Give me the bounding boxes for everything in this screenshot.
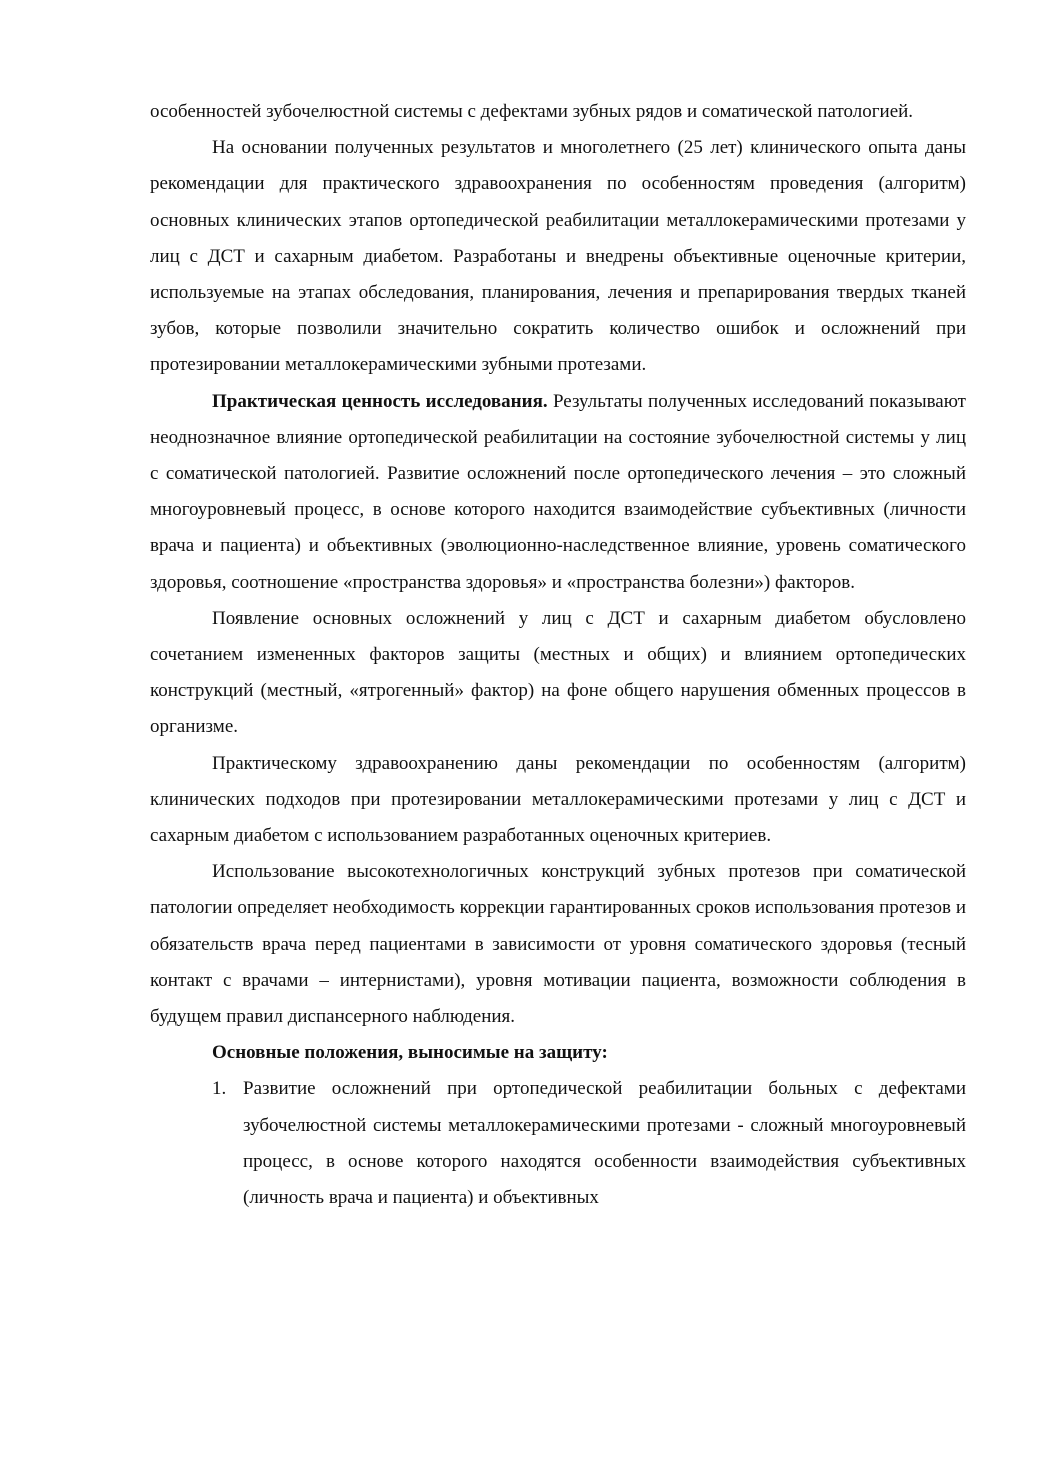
- paragraph-recommendations: На основании полученных результатов и многолетнего (25 лет) клинического опыта даны рекомендации для практического здравоохранения по особенностям проведения (алгоритм) основных клинических этапов ортопедической реабилитации металлокерамическими протезами у лиц с ДСТ и сахарным диабетом. Разработаны и внедрены объективные оценочные критерии, используемые на этапах обследования, планирования, лечения и препарирования твердых тканей зубов, которые позволили значительно сократить количество ошибок и осложнений при протезировании металлокерамическими зубными протезами.: [150, 137, 966, 376]
- paragraph-high-tech-prostheses: Использование высокотехнологичных конструкций зубных протезов при соматической патологии определяет необходимость коррекции гарантированных сроков использования протезов и обязательств врача перед пациентами в зависимости от уровня соматического здоровья (тесный контакт с врачами – интернистами), уровня мотивации пациента, возможности соблюдения в будущем правил диспансерного наблюдения.: [150, 861, 966, 1028]
- practical-value-body: Результаты полученных исследований показывают неоднозначное влияние ортопедической реабилитации на состояние зубочелюстной системы у лиц с соматической патологией. Развитие осложнений после ортопедического лечения – это сложный многоуровневый процесс, в основе которого находится взаимодействие субъективных (личности врача и пациента) и объективных (эволюционно-наследственное влияние, уровень соматического здоровья, соотношение «пространства здоровья» и «пространства болезни») факторов.: [150, 390, 966, 593]
- practical-value-lead: Практическая ценность исследования.: [212, 390, 548, 412]
- document-page: [150, 94, 966, 1216]
- paragraph-healthcare-recommendations: Практическому здравоохранению даны рекомендации по особенностям (алгоритм) клинических подходов при протезировании металлокерамическими протезами у лиц с ДСТ и сахарным диабетом с использованием разработанных оценочных критериев.: [150, 752, 966, 847]
- paragraph-complications: Появление основных осложнений у лиц с ДСТ и сахарным диабетом обусловлено сочетанием измененных факторов защиты (местных и общих) и влиянием ортопедических конструкций (местный, «ятрогенный» фактор) на фоне общего нарушения обменных процессов в организме.: [150, 607, 966, 738]
- paragraph-practical-value: [150, 384, 966, 601]
- defense-points-list: [150, 1071, 966, 1216]
- list-item-number: 1.: [212, 1078, 227, 1100]
- section-heading: Основные положения, выносимые на защиту:: [212, 1042, 608, 1064]
- list-item-text: Развитие осложнений при ортопедической реабилитации больных с дефектами зубочелюстной системы металлокерамическими протезами - сложный многоуровневый процесс, в основе которого находятся особенности взаимодействия субъективных (личность врача и пациента) и объективных: [243, 1078, 966, 1209]
- paragraph-continuation: особенностей зубочелюстной системы с дефектами зубных рядов и соматической патологией.: [150, 101, 914, 122]
- list-item: [150, 1071, 966, 1216]
